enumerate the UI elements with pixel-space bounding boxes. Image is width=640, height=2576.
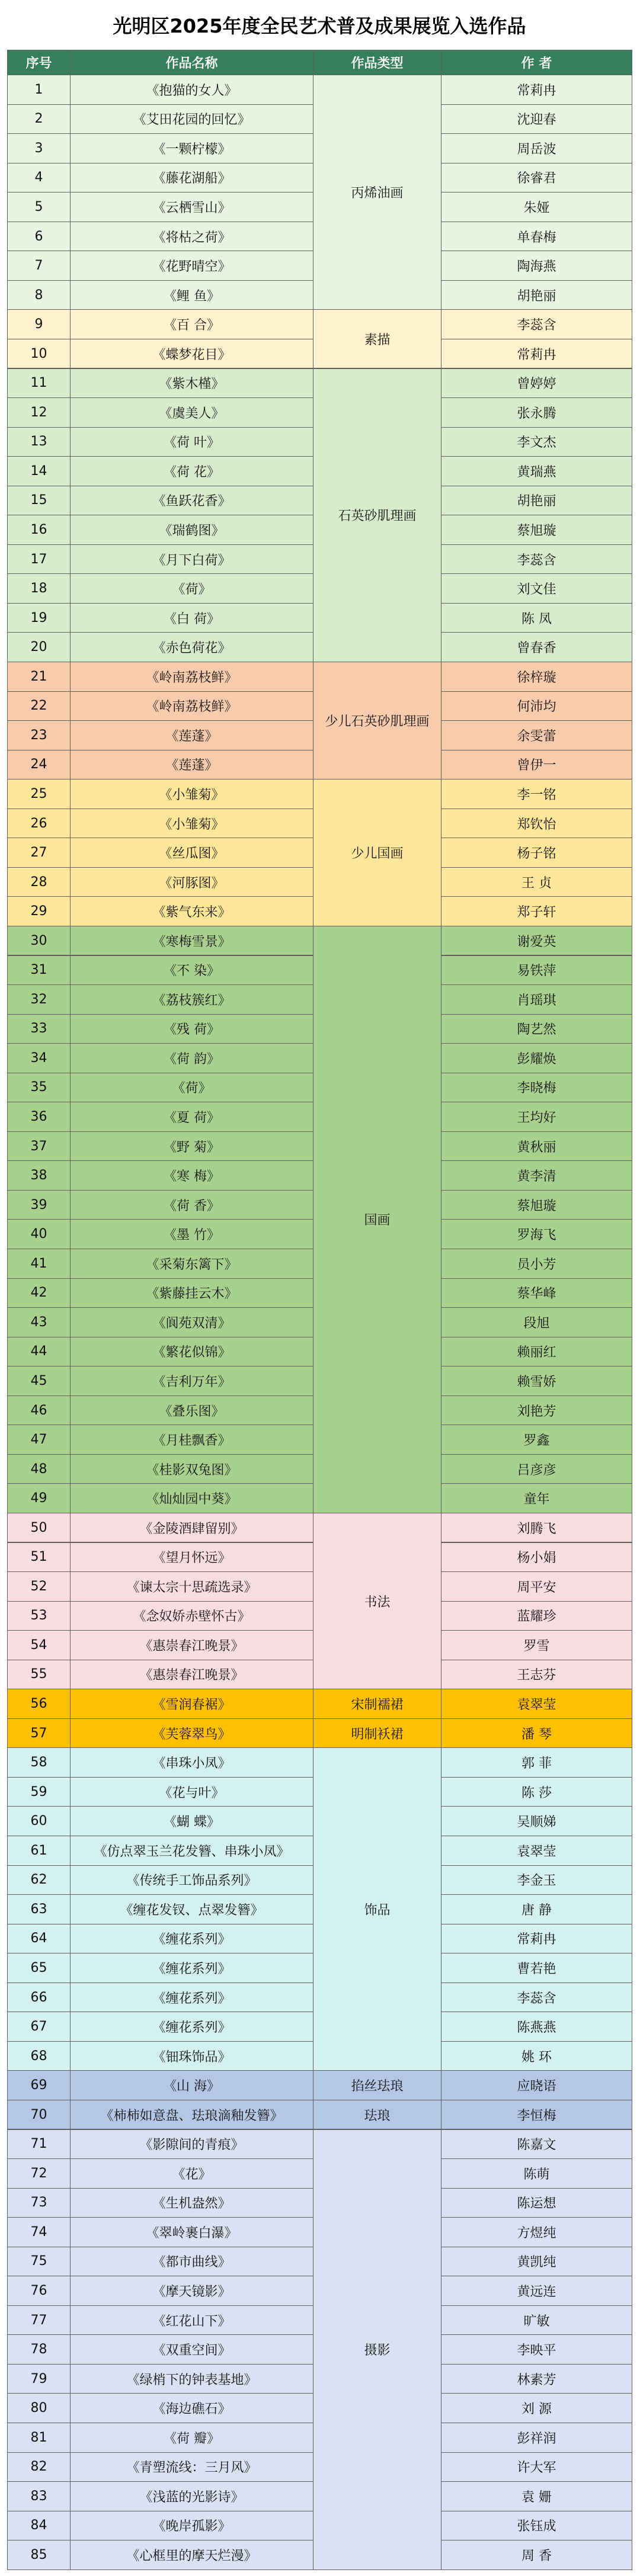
page-title: 光明区2025年度全民艺术普及成果展览入选作品 — [113, 15, 526, 37]
row-author: 周岳波 — [441, 133, 632, 163]
row-number: 78 — [7, 2334, 71, 2365]
row-title: 《残 荷》 — [70, 1014, 313, 1044]
row-title: 《吉利万年》 — [70, 1366, 313, 1396]
row-author: 黄秋丽 — [441, 1131, 632, 1162]
row-number: 21 — [7, 662, 71, 692]
row-title: 《花与叶》 — [70, 1777, 313, 1807]
row-number: 67 — [7, 2012, 71, 2042]
row-author: 陶艺然 — [441, 1014, 632, 1044]
row-title: 《摩天镜影》 — [70, 2276, 313, 2306]
row-title: 《荷 花》 — [70, 456, 313, 486]
row-title: 《谏太宗十思疏选录》 — [70, 1571, 313, 1602]
row-title: 《缠花系列》 — [70, 1924, 313, 1954]
row-title: 《念奴娇赤壁怀古》 — [70, 1601, 313, 1631]
header-title: 作品名称 — [70, 50, 313, 75]
row-title: 《桂影双兔图》 — [70, 1454, 313, 1484]
row-title: 《芙蓉翠鸟》 — [70, 1718, 313, 1749]
row-author: 黄远连 — [441, 2276, 632, 2306]
row-author: 胡艳丽 — [441, 486, 632, 516]
row-title: 《荷 韵》 — [70, 1043, 313, 1073]
header-number: 序号 — [7, 50, 71, 75]
row-number: 10 — [7, 339, 71, 369]
row-number: 38 — [7, 1160, 71, 1191]
row-title: 《莲蓬》 — [70, 750, 313, 780]
row-author: 罗海飞 — [441, 1219, 632, 1249]
row-author: 蔡旭璇 — [441, 515, 632, 545]
row-author: 朱娅 — [441, 192, 632, 222]
row-author: 黄凯纯 — [441, 2247, 632, 2277]
type-cell: 石英砂肌理画 — [313, 368, 441, 663]
row-author: 唐 静 — [441, 1894, 632, 1924]
row-author: 赖丽红 — [441, 1337, 632, 1367]
row-number: 24 — [7, 750, 71, 780]
row-number: 28 — [7, 867, 71, 897]
row-title: 《抱猫的女人》 — [70, 75, 313, 105]
row-number: 60 — [7, 1806, 71, 1836]
row-number: 53 — [7, 1601, 71, 1631]
row-number: 84 — [7, 2511, 71, 2541]
row-title: 《丝瓜图》 — [70, 838, 313, 868]
row-title: 《仿点翠玉兰花发簪、串珠小凤》 — [70, 1836, 313, 1866]
row-author: 周平安 — [441, 1571, 632, 1602]
row-author: 李蕊含 — [441, 1982, 632, 2013]
row-number: 52 — [7, 1571, 71, 1602]
row-number: 42 — [7, 1278, 71, 1308]
row-title: 《雪润春裾》 — [70, 1689, 313, 1719]
row-author: 陈 莎 — [441, 1777, 632, 1807]
row-title: 《惠崇春江晚景》 — [70, 1630, 313, 1660]
row-author: 潘 琴 — [441, 1718, 632, 1749]
row-title: 《双重空间》 — [70, 2334, 313, 2365]
row-number: 65 — [7, 1953, 71, 1983]
row-author: 常莉冉 — [441, 75, 632, 105]
row-author: 何沛均 — [441, 691, 632, 721]
type-cell: 少儿石英砂肌理画 — [313, 662, 441, 779]
type-cell: 丙烯油画 — [313, 75, 441, 310]
row-author: 段旭 — [441, 1307, 632, 1337]
row-number: 46 — [7, 1396, 71, 1426]
row-author: 沈迎春 — [441, 104, 632, 134]
row-number: 2 — [7, 104, 71, 134]
row-number: 9 — [7, 309, 71, 339]
row-number: 12 — [7, 397, 71, 428]
row-number: 4 — [7, 163, 71, 193]
row-number: 35 — [7, 1073, 71, 1103]
row-title: 《艾田花园的回忆》 — [70, 104, 313, 134]
row-title: 《鱼跃花香》 — [70, 486, 313, 516]
row-author: 曾婷婷 — [441, 368, 632, 399]
row-title: 《野 菊》 — [70, 1131, 313, 1162]
row-author: 单春梅 — [441, 222, 632, 252]
row-title: 《紫藤挂云木》 — [70, 1278, 313, 1308]
row-title: 《百 合》 — [70, 309, 313, 339]
row-author: 罗雪 — [441, 1630, 632, 1660]
row-author: 常莉冉 — [441, 339, 632, 369]
row-author: 罗鑫 — [441, 1425, 632, 1455]
row-number: 55 — [7, 1660, 71, 1690]
type-cell: 摄影 — [313, 2129, 441, 2570]
row-author: 袁翠莹 — [441, 1836, 632, 1866]
row-number: 16 — [7, 515, 71, 545]
row-number: 1 — [7, 75, 71, 105]
row-title: 《墨 竹》 — [70, 1219, 313, 1249]
row-title: 《赤色荷花》 — [70, 632, 313, 662]
row-author: 常莉冉 — [441, 1924, 632, 1954]
row-title: 《传统手工饰品系列》 — [70, 1865, 313, 1895]
row-title: 《灿灿园中葵》 — [70, 1483, 313, 1513]
row-title: 《绿梢下的钟表基地》 — [70, 2364, 313, 2394]
row-author: 许大军 — [441, 2452, 632, 2482]
row-number: 59 — [7, 1777, 71, 1807]
row-number: 37 — [7, 1131, 71, 1162]
row-title: 《柿柿如意盘、珐琅滴釉发簪》 — [70, 2100, 313, 2130]
row-number: 81 — [7, 2423, 71, 2453]
row-title: 《望月怀远》 — [70, 1542, 313, 1573]
row-number: 25 — [7, 779, 71, 809]
type-cell: 书法 — [313, 1513, 441, 1689]
row-title: 《繁花似锦》 — [70, 1337, 313, 1367]
row-title: 《采菊东篱下》 — [70, 1249, 313, 1279]
row-number: 56 — [7, 1689, 71, 1719]
row-title: 《小雏菊》 — [70, 809, 313, 839]
row-number: 74 — [7, 2217, 71, 2247]
row-number: 34 — [7, 1043, 71, 1073]
row-number: 11 — [7, 368, 71, 399]
row-title: 《青塑流线：三月风》 — [70, 2452, 313, 2482]
row-author: 李金玉 — [441, 1865, 632, 1895]
row-number: 72 — [7, 2158, 71, 2189]
row-title: 《莲蓬》 — [70, 720, 313, 750]
row-title: 《瑞鹤图》 — [70, 515, 313, 545]
row-author: 陈燕燕 — [441, 2012, 632, 2042]
row-author: 曾春香 — [441, 632, 632, 662]
row-title: 《蝴 蝶》 — [70, 1806, 313, 1836]
row-number: 43 — [7, 1307, 71, 1337]
row-title: 《花野晴空》 — [70, 251, 313, 281]
row-author: 肖瑶琪 — [441, 984, 632, 1015]
row-number: 61 — [7, 1836, 71, 1866]
row-author: 李一铭 — [441, 779, 632, 809]
works-table — [7, 50, 632, 2569]
row-title: 《寒梅雪景》 — [70, 926, 313, 956]
row-number: 82 — [7, 2452, 71, 2482]
row-author: 彭耀焕 — [441, 1043, 632, 1073]
row-number: 85 — [7, 2540, 71, 2570]
row-number: 30 — [7, 926, 71, 956]
row-title: 《缠花系列》 — [70, 1953, 313, 1983]
row-author: 童年 — [441, 1483, 632, 1513]
row-title: 《缠花系列》 — [70, 1982, 313, 2013]
row-author: 周 香 — [441, 2540, 632, 2570]
row-author: 王 贞 — [441, 867, 632, 897]
row-title: 《岭南荔枝鲜》 — [70, 662, 313, 692]
row-number: 33 — [7, 1014, 71, 1044]
row-title: 《蝶梦花目》 — [70, 339, 313, 369]
row-author: 胡艳丽 — [441, 280, 632, 310]
row-number: 19 — [7, 603, 71, 633]
row-number: 76 — [7, 2276, 71, 2306]
row-title: 《岭南荔枝鲜》 — [70, 691, 313, 721]
row-title: 《晚岸孤影》 — [70, 2511, 313, 2541]
row-author: 姚 环 — [441, 2041, 632, 2071]
row-number: 7 — [7, 251, 71, 281]
row-number: 13 — [7, 427, 71, 457]
row-title: 《阆苑双清》 — [70, 1307, 313, 1337]
row-number: 3 — [7, 133, 71, 163]
row-number: 45 — [7, 1366, 71, 1396]
row-number: 57 — [7, 1718, 71, 1749]
row-title: 《荷》 — [70, 1073, 313, 1103]
row-number: 70 — [7, 2100, 71, 2130]
row-title: 《红花山下》 — [70, 2305, 313, 2336]
row-title: 《紫气东来》 — [70, 896, 313, 926]
row-number: 47 — [7, 1425, 71, 1455]
type-cell: 珐琅 — [313, 2100, 441, 2130]
type-cell: 宋制襦裙 — [313, 1689, 441, 1719]
row-author: 蔡旭璇 — [441, 1190, 632, 1220]
row-number: 36 — [7, 1102, 71, 1132]
row-number: 77 — [7, 2305, 71, 2336]
row-author: 王志芬 — [441, 1660, 632, 1690]
row-author: 易铁萍 — [441, 955, 632, 986]
row-author: 杨子铭 — [441, 838, 632, 868]
row-title: 《月下白荷》 — [70, 544, 313, 575]
row-number: 20 — [7, 632, 71, 662]
type-cell: 饰品 — [313, 1747, 441, 2071]
row-title: 《荷 叶》 — [70, 427, 313, 457]
row-author: 方煜纯 — [441, 2217, 632, 2247]
row-title: 《影隙间的青痕》 — [70, 2129, 313, 2160]
row-number: 22 — [7, 691, 71, 721]
row-author: 刘文佳 — [441, 573, 632, 604]
row-title: 《缠花发钗、点翠发簪》 — [70, 1894, 313, 1924]
row-author: 李文杰 — [441, 427, 632, 457]
row-author: 旷敏 — [441, 2305, 632, 2336]
row-number: 64 — [7, 1924, 71, 1954]
row-number: 58 — [7, 1747, 71, 1778]
row-number: 83 — [7, 2481, 71, 2511]
row-author: 吴顺娣 — [441, 1806, 632, 1836]
row-number: 73 — [7, 2188, 71, 2218]
row-number: 31 — [7, 955, 71, 986]
row-author: 刘腾飞 — [441, 1513, 632, 1543]
row-author: 刘 源 — [441, 2393, 632, 2423]
row-author: 李晓梅 — [441, 1073, 632, 1103]
row-number: 18 — [7, 573, 71, 604]
row-number: 50 — [7, 1513, 71, 1543]
row-title: 《小雏菊》 — [70, 779, 313, 809]
row-number: 69 — [7, 2070, 71, 2100]
row-title: 《荷 香》 — [70, 1190, 313, 1220]
row-author: 员小芳 — [441, 1249, 632, 1279]
row-number: 29 — [7, 896, 71, 926]
row-title: 《叠乐图》 — [70, 1396, 313, 1426]
row-title: 《虞美人》 — [70, 397, 313, 428]
row-title: 《寒 梅》 — [70, 1160, 313, 1191]
type-cell: 掐丝珐琅 — [313, 2070, 441, 2100]
row-title: 《夏 荷》 — [70, 1102, 313, 1132]
row-title: 《云栖雪山》 — [70, 192, 313, 222]
row-author: 曹若艳 — [441, 1953, 632, 1983]
type-cell: 素描 — [313, 309, 441, 368]
row-number: 8 — [7, 280, 71, 310]
type-cell: 明制袄裙 — [313, 1718, 441, 1749]
row-author: 陈嘉文 — [441, 2129, 632, 2160]
row-number: 15 — [7, 486, 71, 516]
row-author: 蓝耀珍 — [441, 1601, 632, 1631]
row-author: 张永腾 — [441, 397, 632, 428]
row-author: 李蕊含 — [441, 309, 632, 339]
row-title: 《紫木槿》 — [70, 368, 313, 399]
header-author: 作 者 — [441, 50, 632, 75]
row-number: 54 — [7, 1630, 71, 1660]
row-author: 吕彦彦 — [441, 1454, 632, 1484]
row-author: 陶海燕 — [441, 251, 632, 281]
row-author: 刘艳芳 — [441, 1396, 632, 1426]
row-number: 39 — [7, 1190, 71, 1220]
row-title: 《串珠小凤》 — [70, 1747, 313, 1778]
row-number: 51 — [7, 1542, 71, 1573]
row-author: 袁翠莹 — [441, 1689, 632, 1719]
row-author: 陈运想 — [441, 2188, 632, 2218]
row-author: 余雯蕾 — [441, 720, 632, 750]
row-number: 49 — [7, 1483, 71, 1513]
row-title: 《山 海》 — [70, 2070, 313, 2100]
row-number: 62 — [7, 1865, 71, 1895]
row-number: 32 — [7, 984, 71, 1015]
row-title: 《钿珠饰品》 — [70, 2041, 313, 2071]
row-title: 《心框里的摩天烂漫》 — [70, 2540, 313, 2570]
row-title: 《缠花系列》 — [70, 2012, 313, 2042]
row-author: 徐梓璇 — [441, 662, 632, 692]
row-author: 王均好 — [441, 1102, 632, 1132]
row-number: 5 — [7, 192, 71, 222]
row-author: 曾伊一 — [441, 750, 632, 780]
row-number: 68 — [7, 2041, 71, 2071]
row-author: 徐睿君 — [441, 163, 632, 193]
row-author: 应晓语 — [441, 2070, 632, 2100]
row-title: 《金陵酒肆留别》 — [70, 1513, 313, 1543]
row-title: 《都市曲线》 — [70, 2247, 313, 2277]
row-title: 《花》 — [70, 2158, 313, 2189]
row-number: 26 — [7, 809, 71, 839]
row-number: 44 — [7, 1337, 71, 1367]
row-title: 《荔枝簇红》 — [70, 984, 313, 1015]
row-author: 黄李清 — [441, 1160, 632, 1191]
row-title: 《荷 瓣》 — [70, 2423, 313, 2453]
row-number: 40 — [7, 1219, 71, 1249]
row-title: 《白 荷》 — [70, 603, 313, 633]
row-number: 71 — [7, 2129, 71, 2160]
type-cell: 国画 — [313, 926, 441, 1513]
row-author: 林素芳 — [441, 2364, 632, 2394]
row-title: 《藤花湖船》 — [70, 163, 313, 193]
row-title: 《浅蓝的光影诗》 — [70, 2481, 313, 2511]
row-author: 郑钦怡 — [441, 809, 632, 839]
row-author: 黄瑞燕 — [441, 456, 632, 486]
row-author: 陈 凤 — [441, 603, 632, 633]
row-author: 李恒梅 — [441, 2100, 632, 2130]
row-number: 80 — [7, 2393, 71, 2423]
row-number: 14 — [7, 456, 71, 486]
row-author: 赖雪娇 — [441, 1366, 632, 1396]
row-number: 79 — [7, 2364, 71, 2394]
row-title: 《荷》 — [70, 573, 313, 604]
row-number: 66 — [7, 1982, 71, 2013]
row-author: 郑子轩 — [441, 896, 632, 926]
row-title: 《惠崇春江晚景》 — [70, 1660, 313, 1690]
row-title: 《海边礁石》 — [70, 2393, 313, 2423]
row-title: 《一颗柠檬》 — [70, 133, 313, 163]
row-number: 27 — [7, 838, 71, 868]
row-number: 23 — [7, 720, 71, 750]
row-author: 谢爱英 — [441, 926, 632, 956]
header-type: 作品类型 — [313, 50, 441, 75]
row-title: 《生机盎然》 — [70, 2188, 313, 2218]
row-author: 陈萌 — [441, 2158, 632, 2189]
row-title: 《将枯之荷》 — [70, 222, 313, 252]
row-author: 蔡华峰 — [441, 1278, 632, 1308]
row-author: 彭祥润 — [441, 2423, 632, 2453]
row-author: 杨小娟 — [441, 1542, 632, 1573]
row-title: 《不 染》 — [70, 955, 313, 986]
row-author: 袁 姗 — [441, 2481, 632, 2511]
row-number: 41 — [7, 1249, 71, 1279]
row-number: 48 — [7, 1454, 71, 1484]
row-title: 《翠岭裹白瀑》 — [70, 2217, 313, 2247]
row-author: 李蕊含 — [441, 544, 632, 575]
row-author: 张钰成 — [441, 2511, 632, 2541]
row-title: 《鲤 鱼》 — [70, 280, 313, 310]
row-title: 《河豚图》 — [70, 867, 313, 897]
row-number: 63 — [7, 1894, 71, 1924]
row-title: 《月桂飘香》 — [70, 1425, 313, 1455]
row-number: 75 — [7, 2247, 71, 2277]
row-author: 郭 菲 — [441, 1747, 632, 1778]
row-number: 17 — [7, 544, 71, 575]
row-author: 李映平 — [441, 2334, 632, 2365]
type-cell: 少儿国画 — [313, 779, 441, 926]
row-number: 6 — [7, 222, 71, 252]
